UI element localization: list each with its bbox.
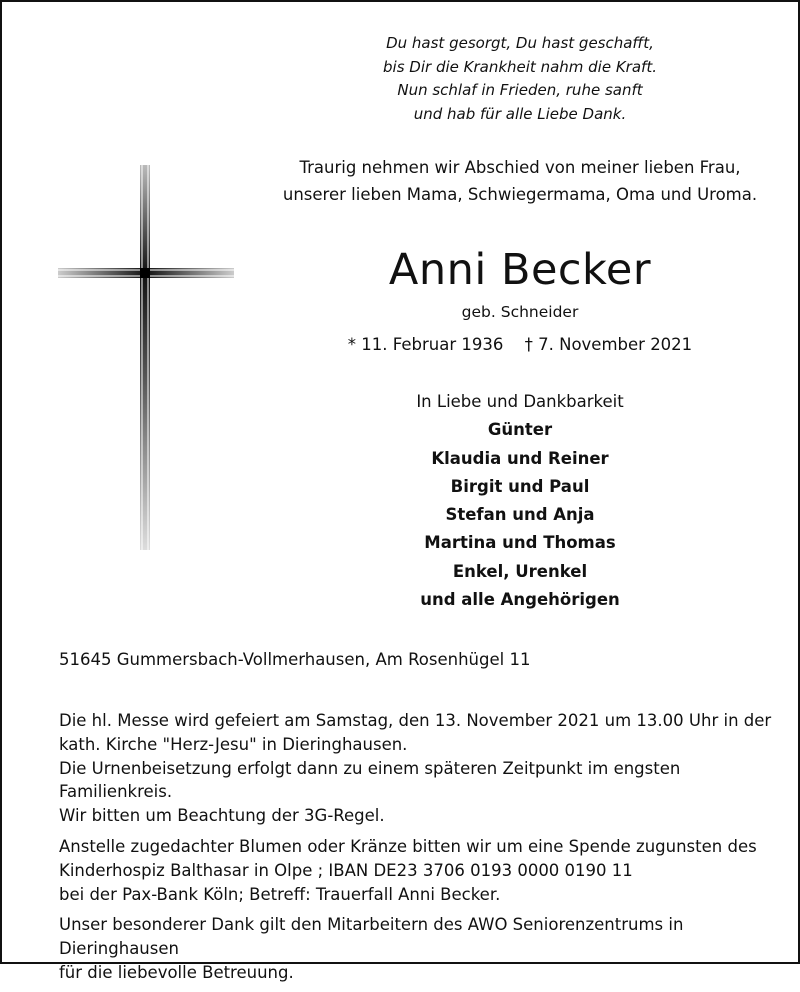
- notice-line: Unser besonderer Dank gilt den Mitarbeitern des AWO Seniorenzentrums in Dieringhausen: [59, 915, 684, 959]
- notice-line: Anstelle zugedachter Blumen oder Kränze bitten wir um eine Spende zugunsten des: [59, 836, 757, 856]
- notice-line: bei der Pax-Bank Köln; Betreff: Trauerfall Anni Becker.: [59, 884, 501, 904]
- notices: [59, 702, 779, 992]
- mourner-name: Enkel, Urenkel: [452, 561, 588, 581]
- notice-line: Die Urnenbeisetzung erfolgt dann zu einem späteren Zeitpunkt im engsten Familienkreis.: [59, 758, 681, 802]
- notice-line: Wir bitten um Beachtung der 3G-Regel.: [59, 806, 385, 826]
- maiden-name: geb. Schneider: [461, 303, 579, 321]
- family-address: 51645 Gummersbach-Vollmerhausen, Am Rosenhügel 11: [59, 650, 531, 669]
- intro-line: unserer lieben Mama, Schwiegermama, Oma und Uroma.: [282, 185, 758, 204]
- mourner-name: Stefan und Anja: [445, 505, 595, 525]
- mourner-name: Martina und Thomas: [424, 533, 616, 553]
- notice-line: Die hl. Messe wird gefeiert am Samstag, den 13. November 2021 um 13.00 Uhr in der: [59, 711, 772, 730]
- death-date: † 7. November 2021: [524, 335, 693, 354]
- deceased-name: Anni Becker: [388, 245, 652, 295]
- poem-line: Du hast gesorgt, Du hast geschafft,: [386, 34, 654, 52]
- mourners-lead: In Liebe und Dankbarkeit: [416, 392, 624, 411]
- notice-line: Kinderhospiz Balthasar in Olpe ; IBAN DE23 3706 0193 0000 0190 11: [59, 860, 633, 880]
- poem: [302, 32, 738, 126]
- mourner-name: Günter: [487, 420, 553, 440]
- poem-line: bis Dir die Krankheit nahm die Kraft.: [383, 57, 657, 76]
- poem-line: Nun schlaf in Frieden, ruhe sanft: [397, 81, 643, 99]
- notice-line: kath. Kirche "Herz-Jesu" in Dieringhausen.: [59, 734, 408, 754]
- intro-text: [272, 154, 768, 208]
- notice-line: für die liebevolle Betreuung.: [59, 962, 294, 982]
- mourner-name: Birgit und Paul: [450, 476, 590, 496]
- mourners-block: [302, 388, 738, 614]
- intro-line: Traurig nehmen wir Abschied von meiner lieben Frau,: [299, 158, 741, 177]
- birth-date: * 11. Februar 1936: [347, 335, 504, 354]
- mourner-name: Klaudia und Reiner: [431, 448, 609, 468]
- cross-icon: [58, 165, 234, 550]
- mourner-name: und alle Angehörigen: [420, 590, 620, 610]
- life-dates: [302, 332, 738, 358]
- poem-line: und hab für alle Liebe Dank.: [413, 104, 627, 123]
